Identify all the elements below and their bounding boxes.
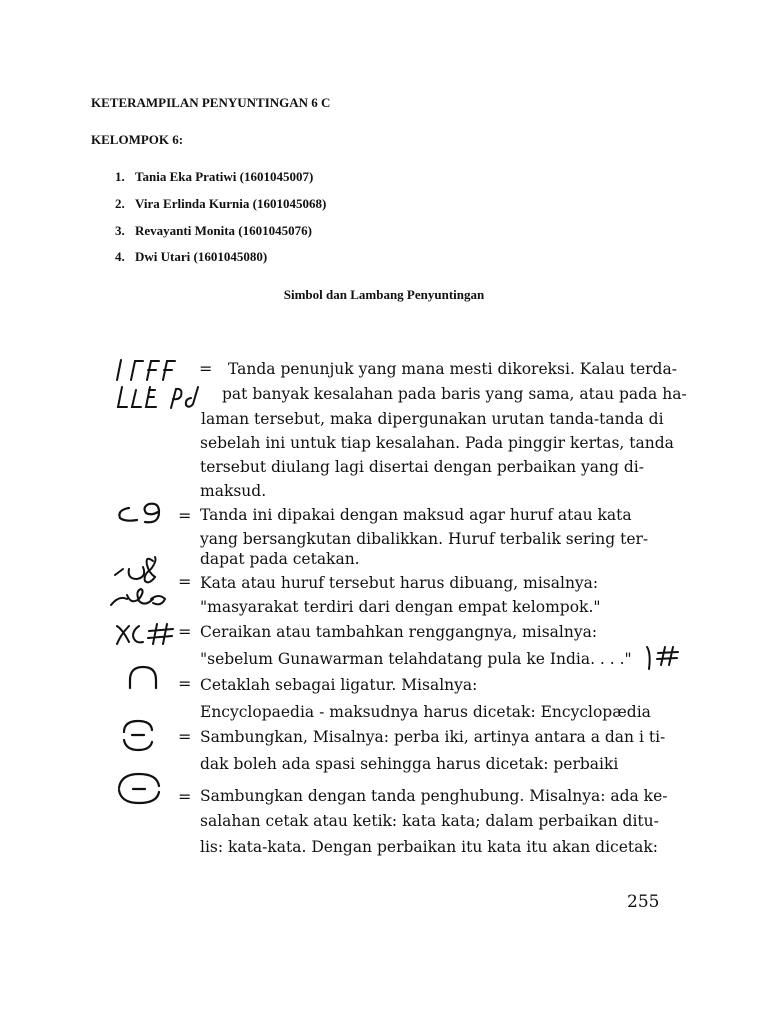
member-number: 3. <box>115 223 125 238</box>
member-item <box>115 196 326 212</box>
body-line: sebelah ini untuk tiap kesalahan. Pada pinggir kertas, tanda <box>200 434 674 452</box>
body-line: Sambungkan dengan tanda penghubung. Misalnya: ada ke- <box>200 787 668 805</box>
member-name: Tania Eka Pratiwi (1601045007) <box>135 169 314 184</box>
equals-sign: = <box>178 622 192 641</box>
body-line: Sambungkan, Misalnya: perba iki, artinya antara a dan i ti- <box>200 728 666 746</box>
member-item <box>115 169 313 185</box>
delete-mark-icon <box>105 555 175 613</box>
body-line: dapat pada cetakan. <box>200 550 360 568</box>
equals-sign: = <box>199 359 213 378</box>
section-subtitle: Simbol dan Lambang Penyuntingan <box>283 287 485 302</box>
body-line: Tanda ini dipakai dengan maksud agar huruf atau kata <box>200 506 632 524</box>
hyphen-mark-icon <box>113 770 165 806</box>
group-label: KELOMPOK 6: <box>91 132 184 147</box>
member-name: Dwi Utari (1601045080) <box>135 249 268 264</box>
body-line: yang bersangkutan dibalikkan. Huruf terbalik sering ter- <box>200 530 649 548</box>
pointer-marks-row2-icon <box>113 384 203 412</box>
member-number: 2. <box>115 196 125 211</box>
member-number: 1. <box>115 169 125 184</box>
equals-sign: = <box>178 572 192 591</box>
equals-sign: = <box>178 787 192 806</box>
pointer-marks-row1-icon <box>113 356 177 384</box>
member-name: Vira Erlinda Kurnia (1601045068) <box>135 196 327 211</box>
equals-sign: = <box>178 674 192 693</box>
body-line: "masyarakat terdiri dari dengan empat kelompok." <box>200 598 601 616</box>
inline-space-mark-icon <box>643 643 683 671</box>
document-title: KETERAMPILAN PENYUNTINGAN 6 C <box>91 95 331 110</box>
ligature-mark-icon <box>124 664 164 690</box>
equals-sign: = <box>178 727 192 746</box>
member-item <box>115 223 312 239</box>
space-mark-icon <box>113 618 177 648</box>
body-line: Cetaklah sebagai ligatur. Misalnya: <box>200 676 478 694</box>
member-number: 4. <box>115 249 125 264</box>
close-up-mark-icon <box>118 716 158 754</box>
body-line: salahan cetak atau ketik: kata kata; dalam perbaikan ditu- <box>200 812 659 830</box>
body-line: Kata atau huruf tersebut harus dibuang, misalnya: <box>200 574 599 592</box>
body-line: pat banyak kesalahan pada baris yang sama, atau pada ha- <box>222 385 687 403</box>
body-line: Tanda penunjuk yang mana mesti dikoreksi. Kalau terda- <box>228 360 677 378</box>
body-line: Ceraikan atau tambahkan renggangnya, misalnya: <box>200 623 598 641</box>
transpose-mark-icon <box>115 500 167 528</box>
body-line: tersebut diulang lagi disertai dengan perbaikan yang di- <box>200 458 644 476</box>
equals-sign: = <box>178 506 192 525</box>
member-name: Revayanti Monita (1601045076) <box>135 223 312 238</box>
member-item <box>115 249 267 265</box>
body-line: maksud. <box>200 482 267 500</box>
body-line: Encyclopaedia - maksudnya harus dicetak: Encyclopædia <box>200 703 651 721</box>
body-line: lis: kata-kata. Dengan perbaikan itu kata itu akan dicetak: <box>200 838 658 856</box>
body-line: dak boleh ada spasi sehingga harus dicetak: perbaiki <box>200 755 619 773</box>
page-number: 255 <box>627 892 660 912</box>
body-line: laman tersebut, maka dipergunakan urutan tanda-tanda di <box>201 410 664 428</box>
body-line: "sebelum Gunawarman telahdatang pula ke India. . . ." <box>200 650 632 668</box>
